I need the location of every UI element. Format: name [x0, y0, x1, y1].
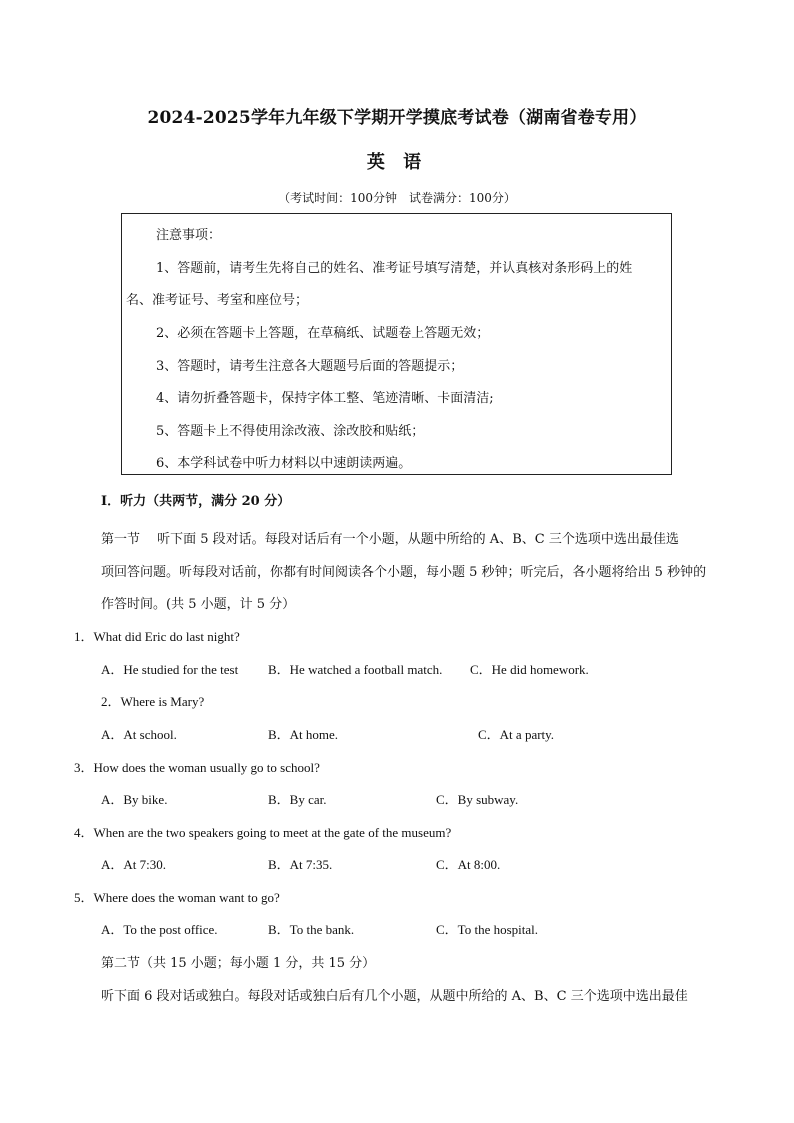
question-stem: 2．Where is Mary? [101, 694, 205, 709]
notice-item: 1、答题前，请考生先将自己的姓名、准考证号填写清楚，并认真核对条形码上的姓 [156, 261, 633, 276]
option-a: A．At 7:30. [101, 857, 167, 872]
notice-item: 3、答题时，请考生注意各大题题号后面的答题提示； [156, 359, 464, 374]
option-c: C．By subway. [436, 792, 519, 807]
option-b: B．He watched a football match. [268, 662, 443, 677]
option-a: A．He studied for the test [101, 662, 239, 677]
notice-item: 4、请勿折叠答题卡，保持字体工整、笔迹清晰、卡面清洁; [156, 391, 494, 406]
option-b: B．At home. [268, 727, 339, 742]
option-c: C．To the hospital. [436, 922, 539, 937]
subject-heading: 英 语 [366, 152, 428, 173]
part1-intro-line: 作答时间。(共 5 小题，计 5 分） [101, 597, 296, 612]
question-stem: 5．Where does the woman want to go? [74, 890, 280, 905]
exam-title: 2024-2025学年九年级下学期开学摸底考试卷（湖南省卷专用） [147, 108, 647, 128]
exam-info: （考试时间：100分钟 试卷满分：100分） [278, 191, 516, 205]
option-a: A．At school. [101, 727, 177, 742]
option-c: C．At 8:00. [436, 857, 501, 872]
question-stem: 3．How does the woman usually go to school? [74, 760, 320, 775]
option-a: A．By bike. [101, 792, 168, 807]
section-heading: I．听力（共两节，满分 20 分） [101, 494, 291, 509]
question-stem: 1．What did Eric do last night? [74, 629, 240, 644]
option-a: A．To the post office. [101, 922, 218, 937]
option-b: B．At 7:35. [268, 857, 333, 872]
option-b: B．To the bank. [268, 922, 355, 937]
option-c: C．At a party. [478, 727, 555, 742]
option-c: C．He did homework. [470, 662, 589, 677]
part1-intro-line: 项回答问题。听每段对话前，你都有时间阅读各个小题，每小题 5 秒钟；听完后，各小题将给出 5 秒钟的 [101, 565, 707, 580]
notice-item: 2、必须在答题卡上答题，在草稿纸、试题卷上答题无效； [156, 326, 490, 341]
notice-item: 6、本学科试卷中听力材料以中速朗读两遍。 [156, 456, 412, 471]
part1-intro-line: 第一节 听下面 5 段对话。每段对话后有一个小题，从题中所给的 A、B、C 三个选项中选出最佳选 [101, 532, 679, 547]
part2-heading: 第二节（共 15 小题；每小题 1 分，共 15 分） [101, 956, 376, 971]
notice-item: 名、准考证号、考室和座位号； [126, 293, 309, 308]
part2-intro: 听下面 6 段对话或独白。每段对话或独白后有几个小题，从题中所给的 A、B、C 三个选项中选出最佳 [101, 989, 688, 1004]
notice-heading: 注意事项： [156, 228, 222, 243]
question-stem: 4．When are the two speakers going to meet at the gate of the museum? [74, 825, 452, 840]
option-b: B．By car. [268, 792, 327, 807]
notice-item: 5、答题卡上不得使用涂改液、涂改胶和贴纸； [156, 424, 425, 439]
